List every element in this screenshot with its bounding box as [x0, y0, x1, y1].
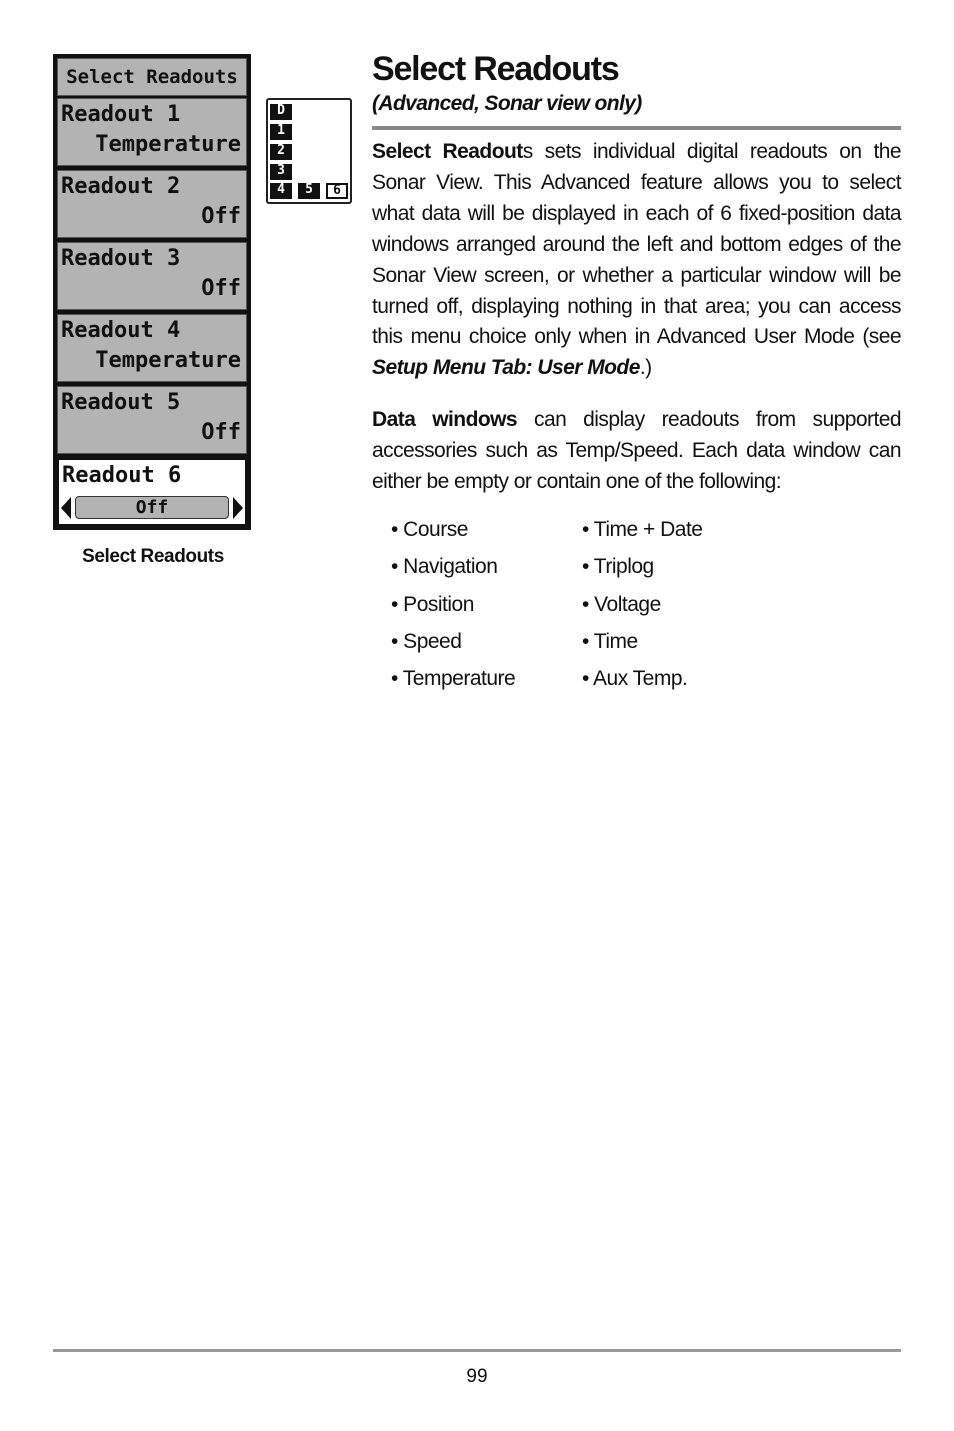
readout-options-list-2: [582, 514, 702, 700]
data-window-1: 1: [270, 124, 292, 140]
menu-item-value: Temperature: [95, 348, 241, 373]
menu-item-label: Readout 4: [61, 318, 181, 343]
paragraph-text: can display readouts from supported accessories such as Temp/Speed. Each data window can either be empty or contain one of the following:: [372, 408, 901, 493]
bold-lead: Select Readout: [372, 140, 523, 163]
menu-item-value: Off: [201, 204, 241, 229]
bold-lead: Data windows: [372, 408, 518, 431]
menu-item-label: Readout 3: [61, 246, 181, 271]
menu-item-value: Off: [201, 276, 241, 301]
list-item: • Voltage: [582, 592, 661, 616]
selector-value: Off: [75, 496, 229, 519]
heading-divider: [372, 126, 901, 130]
list-item: • Course: [391, 518, 468, 541]
menu-item-label: Readout 6: [62, 463, 182, 488]
menu-item-readout-4[interactable]: [57, 314, 247, 382]
menu-item-readout-2[interactable]: [57, 170, 247, 238]
list-item: • Temperature: [391, 667, 516, 691]
menu-title: Select Readouts: [57, 58, 247, 96]
value-selector[interactable]: [61, 495, 243, 521]
menu-item-label: Readout 2: [61, 174, 181, 199]
data-window-4: 4: [270, 183, 292, 199]
page-title: Select Readouts: [372, 50, 619, 88]
arrow-left-icon[interactable]: [61, 497, 71, 519]
menu-item-readout-5[interactable]: [57, 386, 247, 454]
data-window-3: 3: [270, 164, 292, 180]
cross-reference: Setup Menu Tab: User Mode: [372, 356, 640, 380]
readout-options-list-1: [391, 514, 515, 700]
data-window-d: D: [270, 104, 292, 120]
list-item: • Position: [391, 592, 474, 616]
page-subtitle: (Advanced, Sonar view only): [372, 92, 642, 115]
menu-item-value: Temperature: [95, 132, 241, 157]
data-window-2: 2: [270, 144, 292, 160]
list-item: • Speed: [391, 629, 462, 653]
menu-item-label: Readout 5: [61, 390, 181, 415]
list-item: • Aux Temp.: [582, 667, 688, 691]
menu-item-readout-6[interactable]: [57, 458, 247, 526]
arrow-right-icon[interactable]: [233, 497, 243, 519]
paragraph-text: s sets individual digital readouts on the Sonar View. This Advanced feature allows you to select what data will be displayed in each of 6 fixed-position data windows arranged around the left and bottom edges of the Sonar View screen, or whether a particular window will be turned off, displaying nothing in that area; you can access this menu choice only when in Advanced User Mode (see: [372, 140, 901, 349]
data-window-6: 6: [326, 183, 348, 199]
menu-item-value: Off: [201, 420, 241, 445]
select-readouts-menu: [53, 54, 251, 530]
paragraph-data-windows: [372, 405, 901, 498]
list-item: • Time: [582, 629, 638, 653]
data-window-5: 5: [298, 183, 320, 199]
menu-item-readout-1[interactable]: [57, 98, 247, 166]
list-item: • Triplog: [582, 555, 654, 579]
figure-caption: Select Readouts: [82, 546, 224, 567]
menu-item-readout-3[interactable]: [57, 242, 247, 310]
paragraph-text-end: .): [639, 356, 652, 380]
list-item: • Time + Date: [582, 518, 703, 541]
paragraph-select-readouts: [372, 137, 901, 384]
footer-divider: [53, 1349, 901, 1352]
page-number: 99: [466, 1366, 488, 1387]
data-window-diagram: [266, 98, 352, 204]
menu-item-label: Readout 1: [61, 102, 181, 127]
list-item: • Navigation: [391, 555, 498, 579]
